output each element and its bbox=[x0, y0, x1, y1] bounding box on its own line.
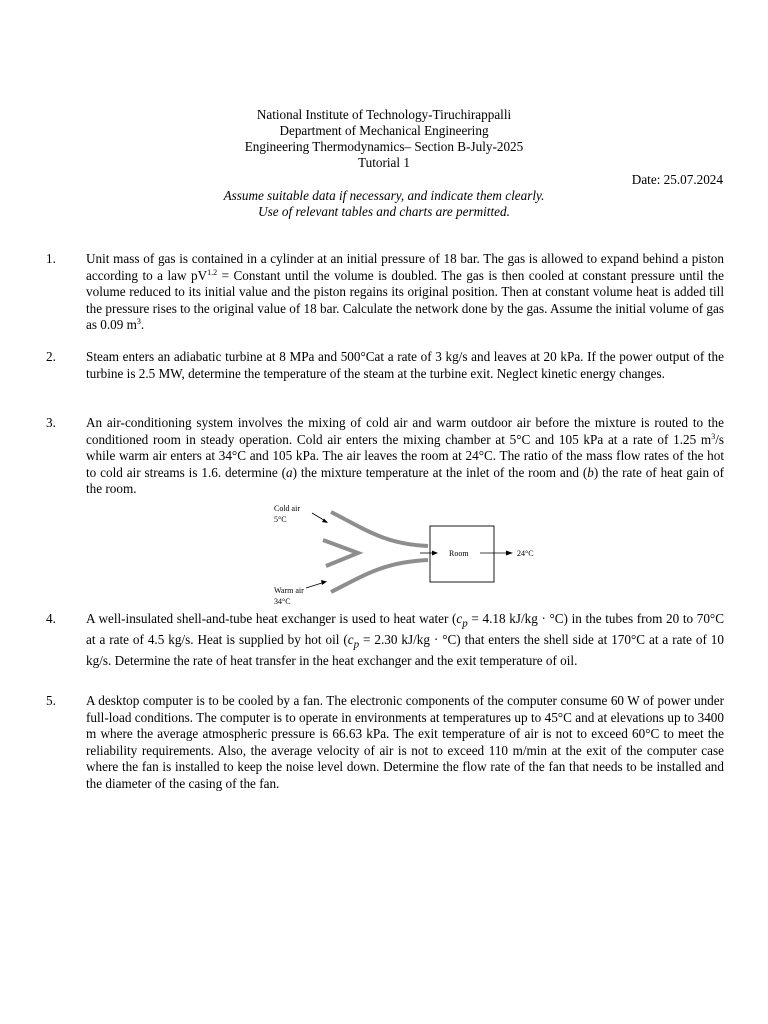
question-text: A desktop computer is to be cooled by a fan. The electronic components of the computer consume 60 W of power under full-load conditions. The computer is to operate in environments at temperatures up to 45°C and at elevations up to 3400 m where the average atmospheric pressure is 66.63 kPa. The exit temperature of air is not to exceed 60°C to meet the reliability requirements. Also, the average velocity of air is not to exceed 110 m/min at the exit of the computer case where the fan is installed to keep the noise level down. Determine the flow rate of the fan that needs to be installed and the diameter of the casing of the fan. bbox=[86, 693, 724, 791]
course-title: Engineering Thermodynamics– Section B-July-2025 bbox=[244, 139, 524, 154]
question-text bbox=[86, 611, 724, 670]
text-segment: A well-insulated shell-and-tube heat exchanger is used to heat water ( bbox=[86, 611, 457, 626]
text-segment: ) the rate of heat gain of the room. bbox=[86, 464, 724, 497]
tutorial-title: Tutorial 1 bbox=[358, 155, 410, 170]
text-segment: ) the mixture temperature at the inlet of the room and ( bbox=[292, 464, 588, 480]
exponent: 3 bbox=[136, 317, 141, 327]
room-label: Room bbox=[449, 549, 469, 558]
instruction-line: Assume suitable data if necessary, and indicate them clearly. bbox=[223, 188, 545, 203]
document-header bbox=[0, 107, 768, 171]
document-date: Date: 25.07.2024 bbox=[631, 172, 723, 187]
question-number: 4. bbox=[46, 611, 56, 626]
mixing-chamber-diagram bbox=[268, 502, 548, 610]
exponent: 1.2 bbox=[207, 267, 218, 277]
question-number: 5. bbox=[46, 693, 56, 708]
question-3 bbox=[46, 415, 724, 498]
text-segment: = Constant until the volume is doubled. The gas is then cooled at constant pressure until the volume reduced to its initial value and the piston regains its original position. Then at constant volume heat is added till the pressure rises to the original value of 18 bar. Calculate the network done by the gas. Assume the initial volume of gas as 0.09 m bbox=[86, 267, 724, 333]
question-1 bbox=[46, 251, 724, 334]
part-label: a bbox=[286, 464, 293, 480]
question-number: 2. bbox=[46, 349, 56, 364]
text-segment: Unit mass of gas is contained in a cylinder at an initial pressure of 18 bar. The gas is allowed to expand behind a piston according to a law pV bbox=[86, 251, 724, 283]
symbol: c bbox=[456, 611, 463, 626]
room-exit-arrowhead bbox=[506, 551, 513, 556]
text-segment: = 2.30 kJ/kg · °C) that enters the shell side at 170°C at a rate of 10 kg/s. Determine the rate of heat transfer in the heat exchanger and the exit temperature of oil. bbox=[86, 632, 724, 669]
cold-air-label: Cold air bbox=[274, 504, 300, 513]
instructions bbox=[0, 188, 768, 220]
symbol-subscript: p bbox=[353, 638, 360, 651]
instruction-line: Use of relevant tables and charts are permitted. bbox=[258, 204, 510, 219]
question-2 bbox=[46, 349, 724, 382]
department-name: Department of Mechanical Engineering bbox=[279, 123, 489, 138]
question-5 bbox=[46, 693, 724, 793]
symbol-subscript: p bbox=[462, 617, 468, 630]
symbol: c bbox=[347, 632, 354, 648]
text-segment: An air-conditioning system involves the mixing of cold air and warm outdoor air before the mixture is routed to the conditioned room in steady operation. Cold air enters the mixing chamber at 5°C and 105 kPa at a rate of 1.25 m bbox=[86, 415, 724, 447]
mixing-chamber-wedge bbox=[323, 540, 358, 566]
question-number: 3. bbox=[46, 415, 56, 430]
question-number: 1. bbox=[46, 251, 56, 266]
warm-air-temp: 34°C bbox=[274, 597, 291, 606]
question-text bbox=[86, 415, 724, 498]
question-text: Steam enters an adiabatic turbine at 8 MPa and 500°Cat a rate of 3 kg/s and leaves at 20 kPa. If the power output of the turbine is 2.5 MW, determine the temperature of the steam at the turbine exit. Neglect kinetic energy changes. bbox=[86, 349, 724, 381]
text-segment: = 4.18 kJ/kg · °C) in the tubes from 20 to 70°C at a rate of 4.5 kg/s. Heat is supplied by hot oil ( bbox=[86, 611, 724, 648]
part-label: b bbox=[587, 464, 594, 480]
text-segment: /s while warm air enters at 34°C and 105 kPa. The air leaves the room at 24°C. The ratio of the mass flow rates of the hot to cold air streams is 1.6. determine ( bbox=[86, 431, 724, 480]
text-segment: . bbox=[140, 317, 145, 333]
institute-name: National Institute of Technology-Tiruchirappalli bbox=[256, 107, 512, 122]
warm-air-duct bbox=[331, 560, 428, 592]
exit-temp-label: 24°C bbox=[517, 549, 534, 558]
cold-air-duct bbox=[331, 512, 428, 546]
cold-air-temp: 5°C bbox=[274, 515, 287, 524]
question-4 bbox=[46, 611, 724, 670]
exponent: 3 bbox=[711, 431, 716, 441]
warm-air-arrowhead bbox=[321, 580, 327, 585]
question-text bbox=[86, 251, 724, 334]
warm-air-label: Warm air bbox=[274, 586, 304, 595]
